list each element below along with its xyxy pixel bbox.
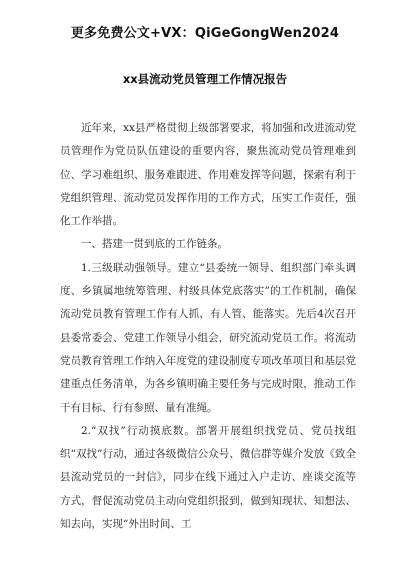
document-title: xx县流动党员管理工作情况报告 (122, 72, 288, 86)
intro-paragraph: 近年来，xx县严格贯彻上级部署要求，将加强和改进流动党员管理作为党员队伍建设的重要内容，聚焦流动党员管理难到位、学习难组织、服务难跟进、作用难发挥等问题，探索有利于党组织管理、流动党员发挥作用的工作方式，压实工作责任，强化工作举措。 (60, 122, 356, 228)
body-paragraph: 2.“双找”行动摸底数。部署开展组织找党员、党员找组织“双找”行动，通过各级微信公众号、微信群等媒介发放《致全县流动党员的一封信》，同步在线下通过入户走访、座谈交流等方式，督促流动党员主动向党组织报到，做到知现状、知想法、知去向，实现“外出时间、工 (60, 424, 356, 531)
header-watermark: 更多免费公文+VX：QiGeGongWen2024 (70, 26, 340, 41)
body-paragraph: 1.三级联动强领导。建立“县委统一领导、组织部门牵头调度、乡镇属地统筹管理、村级具体党底落实”的工作机制，确保流动党员教育管理工作有人抓、有人管、能落实。先后4次召开县委常委会、党建工作领导小组会，研究流动党员工作。将流动党员教育管理工作纳入年度党的建设制度专项改革项目和基层党建重点任务清单，为各乡镇明确主要任务与完成时限，推动工作干有目标、行有参照、量有准绳。 (60, 261, 356, 414)
document-body (60, 117, 356, 536)
section-heading: 一、搭建一贯到底的工作链条。 (81, 238, 228, 251)
